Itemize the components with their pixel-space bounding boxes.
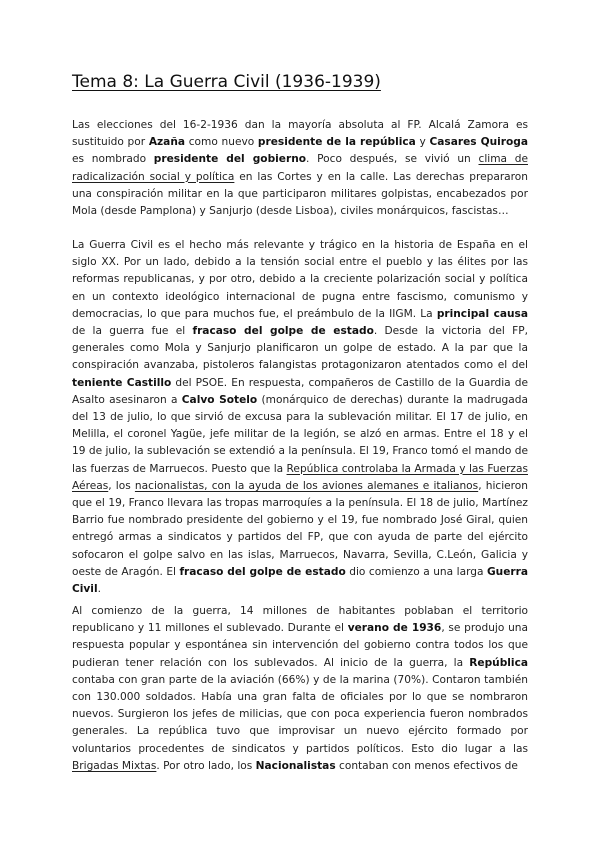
- text-run-bold: teniente Castillo: [72, 376, 172, 389]
- text-run: en las Cortes y en la calle. Las derechas prepararon una conspiración militar en la que participaron militares golpistas, encabezados por Mola (desde Pamplona) y Sanjurjo (desde Lisboa), civiles monárquicos, fascistas…: [72, 170, 528, 218]
- text-run-bold: fracaso del golpe de estado: [192, 325, 374, 338]
- text-run: , hicieron que el 19, Franco llevara las tropas marroquíes a la península. El 18 de julio, Martínez Barrio fue nombrado presidente del gobierno y el 19, fue nombrado José Giral, quien entregó armas a sindicatos y partidos del FP, que con ayuda de parte del ejército sofocaron el golpe salvo en las islas, Marruecos, Navarra, Sevilla, C.León, Galicia y oeste de Aragón. El: [72, 479, 529, 578]
- text-run: , se produjo una respuesta popular y espontánea sin intervención del gobierno contra todos los que pudieran tener relación con los sublevados. Al inicio de la guerra, la: [72, 622, 528, 669]
- text-run: Las elecciones del 16-2-1936 dan la mayoría absoluta al FP. Alcalá Zamora es sustituido por: [72, 119, 528, 149]
- text-run-underline: Brigadas Mixtas: [72, 759, 157, 772]
- paragraph-civil-war-causes: [72, 237, 528, 598]
- text-run-underline: República controlaba la Armada y las Fuerzas Aéreas: [72, 462, 528, 492]
- text-run-bold: principal causa: [436, 307, 529, 320]
- text-run: contaba con gran parte de la aviación (66%) y de la marina (70%). Contaron también con 130.000 soldados. Había una gran falta de oficiales por lo que se nombraron nuevos. Surgieron los jefes de milicias, que con poca experiencia fueron nombrados generales. La república tuvo que improvisar un nuevo ejército formado por voluntarios procedentes de sindicatos y partidos políticos. Esto dio lugar a las: [72, 673, 528, 755]
- document-title: Tema 8: La Guerra Civil (1936-1939): [72, 72, 381, 92]
- text-run-underline: clima de radicalización social y política: [72, 153, 528, 183]
- text-run: contaban con menos efectivos de: [335, 759, 518, 772]
- text-run: dio comienzo a una larga: [345, 565, 487, 578]
- text-run: de la guerra fue el: [72, 325, 193, 338]
- text-run: es nombrado: [72, 153, 154, 166]
- text-run-bold: Guerra Civil: [72, 565, 528, 596]
- text-run-bold: Azaña: [148, 136, 186, 149]
- text-run: La Guerra Civil es el hecho más relevante y trágico en la historia de España en el siglo XX. Por un lado, debido a la tensión social entre el pueblo y las élites por las reformas republicanas, y por otro, debido a la creciente polarización social y política en un contexto ideológico internacional de pugna entre fascismo, comunismo y democracias, lo que para muchos fue, el preámbulo de la IIGM. La: [72, 239, 528, 320]
- text-run: . Por otro lado, los: [156, 759, 256, 772]
- text-run: como nuevo: [185, 136, 258, 149]
- text-run-bold: fracaso del golpe de estado: [179, 565, 346, 578]
- paragraph-war-beginning: [72, 603, 528, 775]
- text-run-bold: Nacionalistas: [255, 759, 336, 772]
- text-run: . Desde la victoria del FP, generales como Mola y Sanjurjo planificaron un golpe de estado. A la par que la conspiración avanzaba, pistoleros falangistas protagonizaron atentados como el del: [72, 325, 528, 372]
- paragraph-elections: [72, 117, 528, 220]
- text-run-underline: nacionalistas, con la ayuda de los aviones alemanes e italianos: [134, 479, 479, 492]
- text-run: Al comienzo de la guerra, 14 millones de habitantes poblaban el territorio republicano y 11 millones el sublevado. Durante el: [72, 605, 528, 635]
- text-run-bold: presidente de la república: [257, 136, 416, 149]
- text-run: .: [97, 583, 101, 596]
- text-run-bold: Casares Quiroga: [429, 136, 528, 149]
- text-run: (monárquico de derechas) durante la madrugada del 13 de julio, lo que sirvió de excusa para la sublevación militar. El 17 de julio, en Melilla, el coronel Yagüe, jefe militar de la legión, se alzó en armas. Entre el 18 y el 19 de julio, la sublevación se extendió a la península. El 19, Franco tomó el mando de las fuerzas de Marruecos. Puesto que la: [72, 393, 528, 475]
- text-run-bold: República: [469, 656, 528, 669]
- text-run: , los: [108, 479, 135, 492]
- text-run-bold: presidente del gobierno: [153, 153, 307, 166]
- text-run-bold: Calvo Sotelo: [181, 393, 258, 406]
- text-run: . Poco después, se vivió un: [306, 153, 479, 166]
- text-run-bold: verano de 1936: [347, 622, 442, 635]
- text-run: y: [415, 136, 430, 149]
- text-run: del PSOE. En respuesta, compañeros de Castillo de la Guardia de Asalto asesinaron a: [72, 376, 528, 406]
